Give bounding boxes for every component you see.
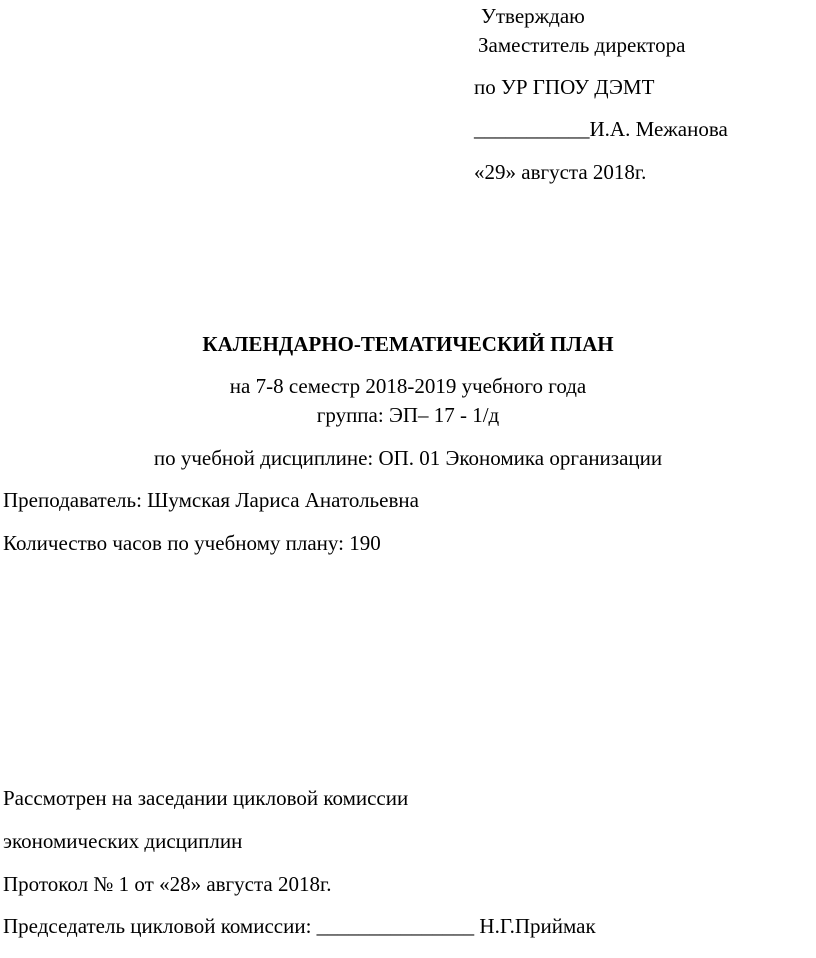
approval-heading: Утверждаю xyxy=(481,4,585,28)
discipline-line: по учебной дисциплине: ОП. 01 Экономика организации xyxy=(153,446,663,470)
approval-date: «29» августа 2018г. xyxy=(474,160,647,184)
protocol-line: Протокол № 1 от «28» августа 2018г. xyxy=(3,872,332,896)
approver-position: Заместитель директора xyxy=(478,33,686,57)
semester-line: на 7-8 семестр 2018-2019 учебного года xyxy=(229,374,587,398)
group-line: группа: ЭП– 17 - 1/д xyxy=(316,403,500,427)
approver-organization: по УР ГПОУ ДЭМТ xyxy=(474,75,655,99)
approver-signature-line: ___________И.А. Межанова xyxy=(474,117,728,141)
chair-signature-line: Председатель цикловой комиссии: _______________ Н.Г.Приймак xyxy=(3,914,596,938)
commission-review-line: Рассмотрен на заседании цикловой комиссии xyxy=(3,786,409,810)
teacher-line: Преподаватель: Шумская Лариса Анатольевна xyxy=(3,488,419,512)
commission-name-line: экономических дисциплин xyxy=(3,829,243,853)
document-title: КАЛЕНДАРНО-ТЕМАТИЧЕСКИЙ ПЛАН xyxy=(202,332,614,356)
hours-line: Количество часов по учебному плану: 190 xyxy=(3,531,381,555)
